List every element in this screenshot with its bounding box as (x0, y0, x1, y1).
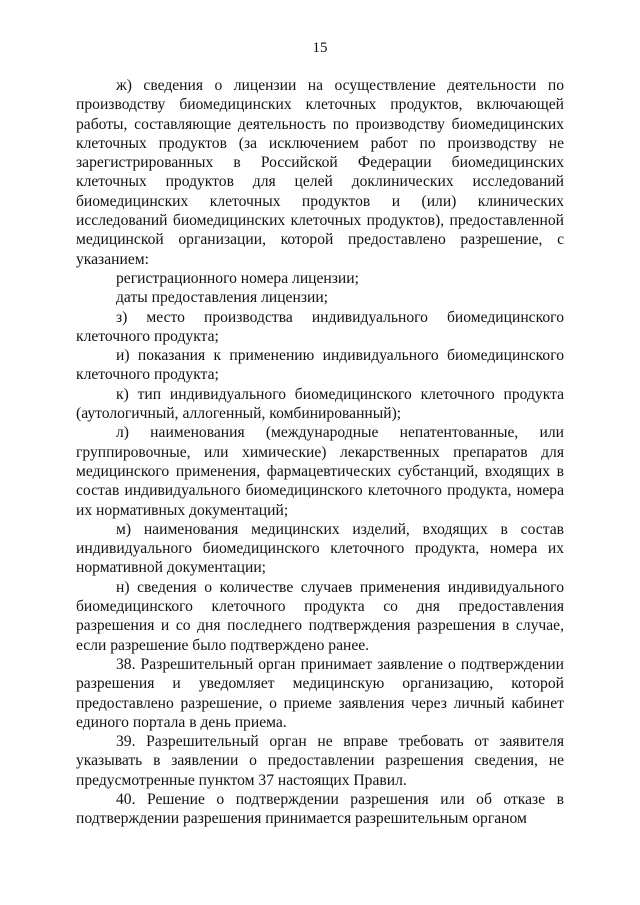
paragraph-m-medical-devices: м) наименования медицинских изделий, входящих в состав индивидуального биомедицинского клеточного продукта, номера их нормативной документации; (76, 520, 564, 577)
paragraph-k-product-type: к) тип индивидуального биомедицинского клеточного продукта (аутологичный, аллогенный, комбинированный); (76, 385, 564, 423)
paragraph-license-date: даты предоставления лицензии; (116, 289, 329, 307)
paragraph-zh-license-info: ж) сведения о лицензии на осуществление деятельности по производству биомедицинских клеточных продуктов, включающей работы, составляющие деятельность по производству биомедицинских клеточных продуктов (за исключением работ по производству не зарегистрированных в Российской Федерации биомедицинских клеточных продуктов для целей доклинических исследований биомедицинских клеточных продуктов и (или) клинических исследований биомедицинских клеточных продуктов), предоставленной медицинской организации, которой предоставлено разрешение, с указанием: (76, 77, 564, 268)
paragraph-39: 39. Разрешительный орган не вправе требовать от заявителя указывать в заявлении о предоставлении разрешения сведения, не предусмотренные пунктом 37 настоящих Правил. (76, 733, 564, 789)
page-number: 15 (312, 40, 328, 56)
paragraph-z-production-place: з) место производства индивидуального биомедицинского клеточного продукта; (76, 308, 564, 345)
paragraph-license-number: регистрационного номера лицензии; (116, 269, 359, 287)
paragraph-i-indications: и) показания к применению индивидуального биомедицинского клеточного продукта; (76, 347, 564, 384)
paragraph-l-drug-names: л) наименования (международные непатентованные, или группировочные, или химические) лекарственных препаратов для медицинского применения, фармацевтических субстанций, входящих в состав индивидуального биомедицинского клеточного продукта, номера их нормативных документаций; (76, 424, 564, 519)
paragraph-38: 38. Разрешительный орган принимает заявление о подтверждении разрешения и уведомляет медицинскую организацию, которой предоставлено разрешение, о приеме заявления через личный кабинет единого портала в день приема. (76, 655, 564, 731)
paragraph-40: 40. Решение о подтверждении разрешения или об отказе в подтверждении разрешения принимается разрешительным органом (76, 790, 564, 828)
paragraph-n-usage-count: н) сведения о количестве случаев применения индивидуального биомедицинского клеточного продукта со дня предоставления разрешения и со дня последнего подтверждения разрешения в случае, если разрешение было подтверждено ранее. (76, 578, 564, 654)
document-body (76, 76, 564, 829)
